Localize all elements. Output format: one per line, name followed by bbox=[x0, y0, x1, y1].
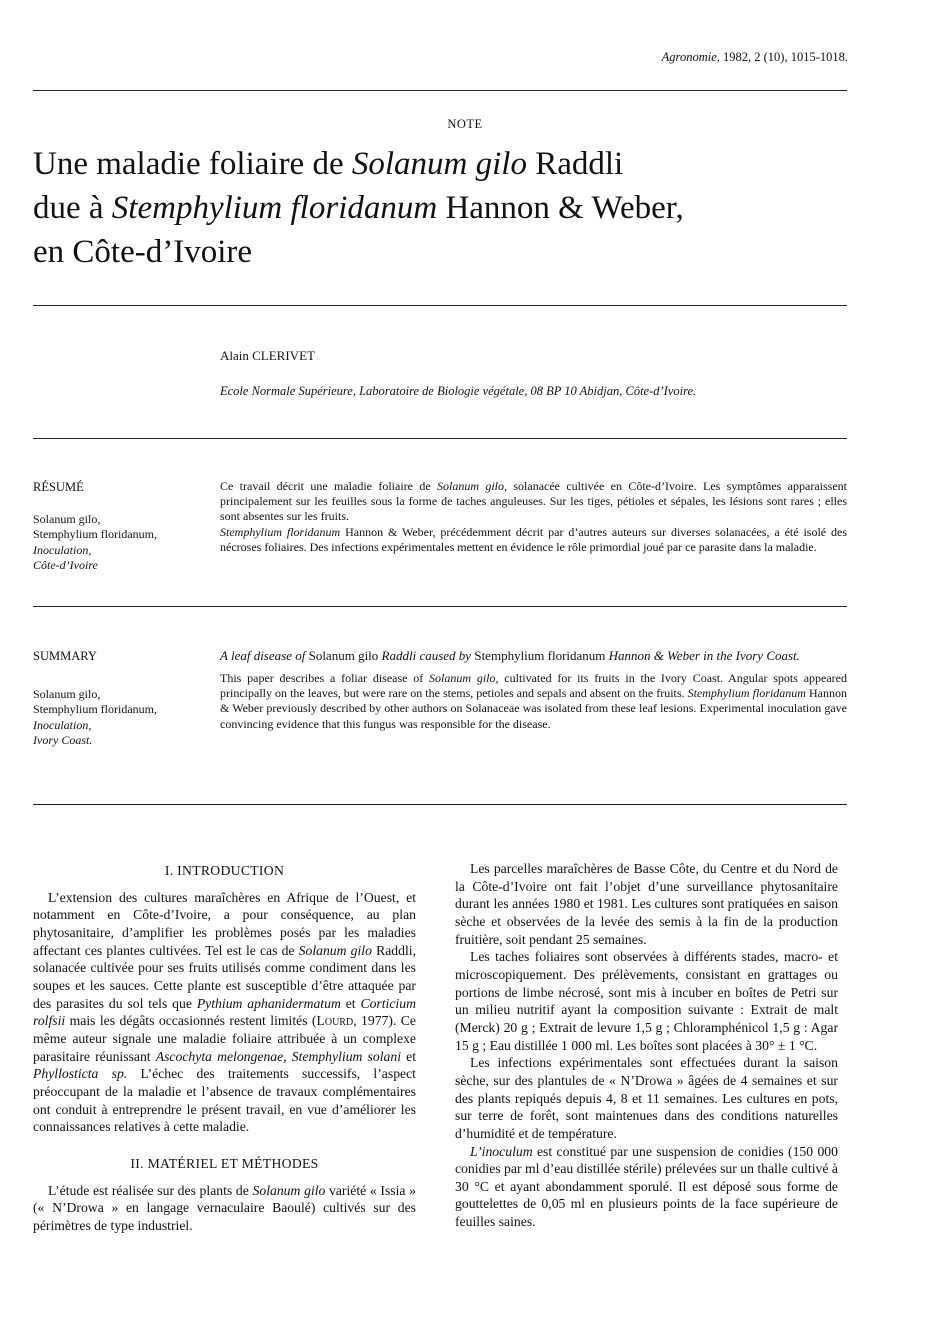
title-rule bbox=[33, 305, 847, 306]
journal-name: Agronomie, bbox=[661, 50, 720, 64]
intro-heading: I. INTRODUCTION bbox=[164, 863, 285, 878]
keyword: Inoculation, bbox=[33, 542, 92, 557]
affiliation: Ecole Normale Supérieure, Laboratoire de Biologie végétale, 08 BP 10 Abidjan, Côte-d’Ivoire. bbox=[220, 384, 697, 398]
methods-paragraph: L’étude est réalisée sur des plants de Solanum gilo variété « Issia » (« N’Drowa » en langage vernaculaire Baoulé) cultivés sur des périmètres de type industriel. bbox=[33, 1182, 416, 1233]
resume-heading: RÉSUMÉ bbox=[33, 480, 84, 494]
note-label: NOTE bbox=[447, 117, 483, 131]
citation-details: 1982, 2 (10), 1015-1018. bbox=[719, 50, 848, 64]
left-column bbox=[33, 862, 416, 1234]
author-name: Alain CLERIVET bbox=[220, 348, 315, 363]
resume-sidebar bbox=[33, 480, 213, 574]
journal-citation bbox=[662, 50, 848, 65]
summary-text: A leaf disease of Solanum gilo Raddli caused by Stemphylium floridanum Hannon & Weber in the Ivory Coast. This paper describes a foliar disease of Solanum gilo, cultivated for its fruits in the Ivory Coast. Angular spots appeared principally on the leaves, but were rare on the stems, petioles and sepals and absent on the fruits. Stemphylium floridanum Hannon & Weber previously described by other authors on Solanaceae was isolated from these leaf lesions. Experimental inoculation gave convincing evidence that this fungus was responsible for the disease. bbox=[220, 648, 848, 731]
summary-sidebar bbox=[33, 649, 213, 749]
methods-heading: II. MATÉRIEL ET MÉTHODES bbox=[130, 1155, 319, 1171]
right-column bbox=[455, 860, 838, 1231]
methods-paragraph: L’inoculum est constitué par une suspension de conidies (150 000 conidies par ml d’eau distillée stérile) prélevées sur un thalle cultivé à 30 °C et ayant abondamment sporulé. Il est déposé sous forme de gouttelettes de 0,05 ml en plusieurs points de la face supérieure de feuilles saines. bbox=[455, 1143, 838, 1230]
keyword: Côte-d’Ivoire bbox=[33, 558, 98, 572]
affiliation-rule bbox=[33, 438, 847, 439]
methods-paragraph: Les parcelles maraîchères de Basse Côte, du Centre et du Nord de la Côte-d’Ivoire ont fait l’objet d’une surveillance phytosanitaire durant les années 1980 et 1981. Les cultures sont pratiquées en saison sèche et observées de la levée des semis à la fin de la production fruitière, soit pendant 25 semaines. bbox=[455, 861, 838, 947]
summary-heading: SUMMARY bbox=[33, 649, 97, 663]
paper-title: Une maladie foliaire de Solanum gilo Raddli due à Stemphylium floridanum Hannon & Weber, en Côte-d’Ivoire bbox=[33, 146, 684, 270]
keyword: Inoculation, bbox=[33, 717, 92, 732]
keyword: Solanum gilo, bbox=[33, 511, 101, 526]
header-rule bbox=[33, 90, 847, 91]
resume-rule bbox=[33, 606, 847, 607]
keyword: Stemphylium floridanum, bbox=[33, 702, 157, 716]
resume-text: Ce travail décrit une maladie foliaire de Solanum gilo, solanacée cultivée en Côte-d’Ivoire. Les symptômes apparaissent principalement sur les feuilles sous la forme de taches anguleuses. Sur les tiges, pétioles et sépales, les lésions sont rares ; elles sont absentes sur les fruits. Stemphylium floridanum Hannon & Weber, précédemment décrit par d’autres auteurs sur diverses solanacées, a été isolé des nécroses foliaires. Des infections expérimentales mettent en évidence le rôle primordial joué par ce parasite dans la maladie. bbox=[220, 479, 847, 554]
keyword: Stemphylium floridanum, bbox=[33, 527, 157, 541]
keyword: Ivory Coast. bbox=[33, 733, 93, 747]
methods-paragraph: Les taches foliaires sont observées à différents stades, macro- et microscopiquement. Des prélèvements, consistant en grattages ou portions de limbe nécrosé, sont mis à incuber en boîtes de Petri sur un milieu nutritif ayant la composition suivante : Extrait de malt (Merck) 20 g ; Extrait de levure 1,5 g ; Chloramphénicol 1,5 g : Agar 15 g ; Eau distillée 1 000 ml. Les boîtes sont placées à 30° ± 1 °C. bbox=[455, 949, 838, 1053]
keyword: Solanum gilo, bbox=[33, 686, 101, 701]
methods-paragraph: Les infections expérimentales sont effectuées durant la saison sèche, sur des plantules de « N’Drowa » âgées de 4 semaines et sur des plants repiqués depuis 4, 8 et 11 semaines. Les cultures en pots, sur terre de forêt, sont maintenues dans des conditions naturelles d’humidité et de température. bbox=[455, 1055, 838, 1141]
summary-rule bbox=[33, 804, 847, 805]
intro-paragraph: L’extension des cultures maraîchères en Afrique de l’Ouest, et notamment en Côte-d’Ivoire, a pour conséquence, au plan phytosanitaire, d’amplifier les problèmes posés par les maladies affectant ces plantes cultivées. Tel est le cas de Solanum gilo Raddli, solanacée cultivée pour ses fruits utilisés comme condiment dans les soupes et les sauces. Cette plante est susceptible d’être attaquée par des parasites du sol tels que Pythium aphanidermatum et Corticium rolfsii mais les dégâts occasionnés restent limités (Lourd, 1977). Ce même auteur signale une maladie foliaire attribuée à un complexe parasitaire réunissant Ascochyta melongenae, Stemphylium solani et Phyllosticta sp. L’échec des traitements successifs, l’aspect préoccupant de la maladie et l’absence de travaux complémentaires ont conduit à entreprendre le présent travail, en vue d’améliorer les connaissances relatives à cette maladie. bbox=[33, 889, 417, 1135]
summary-title: A leaf disease of Solanum gilo Raddli caused by Stemphylium floridanum Hannon & Weber in the Ivory Coast. bbox=[220, 648, 800, 663]
